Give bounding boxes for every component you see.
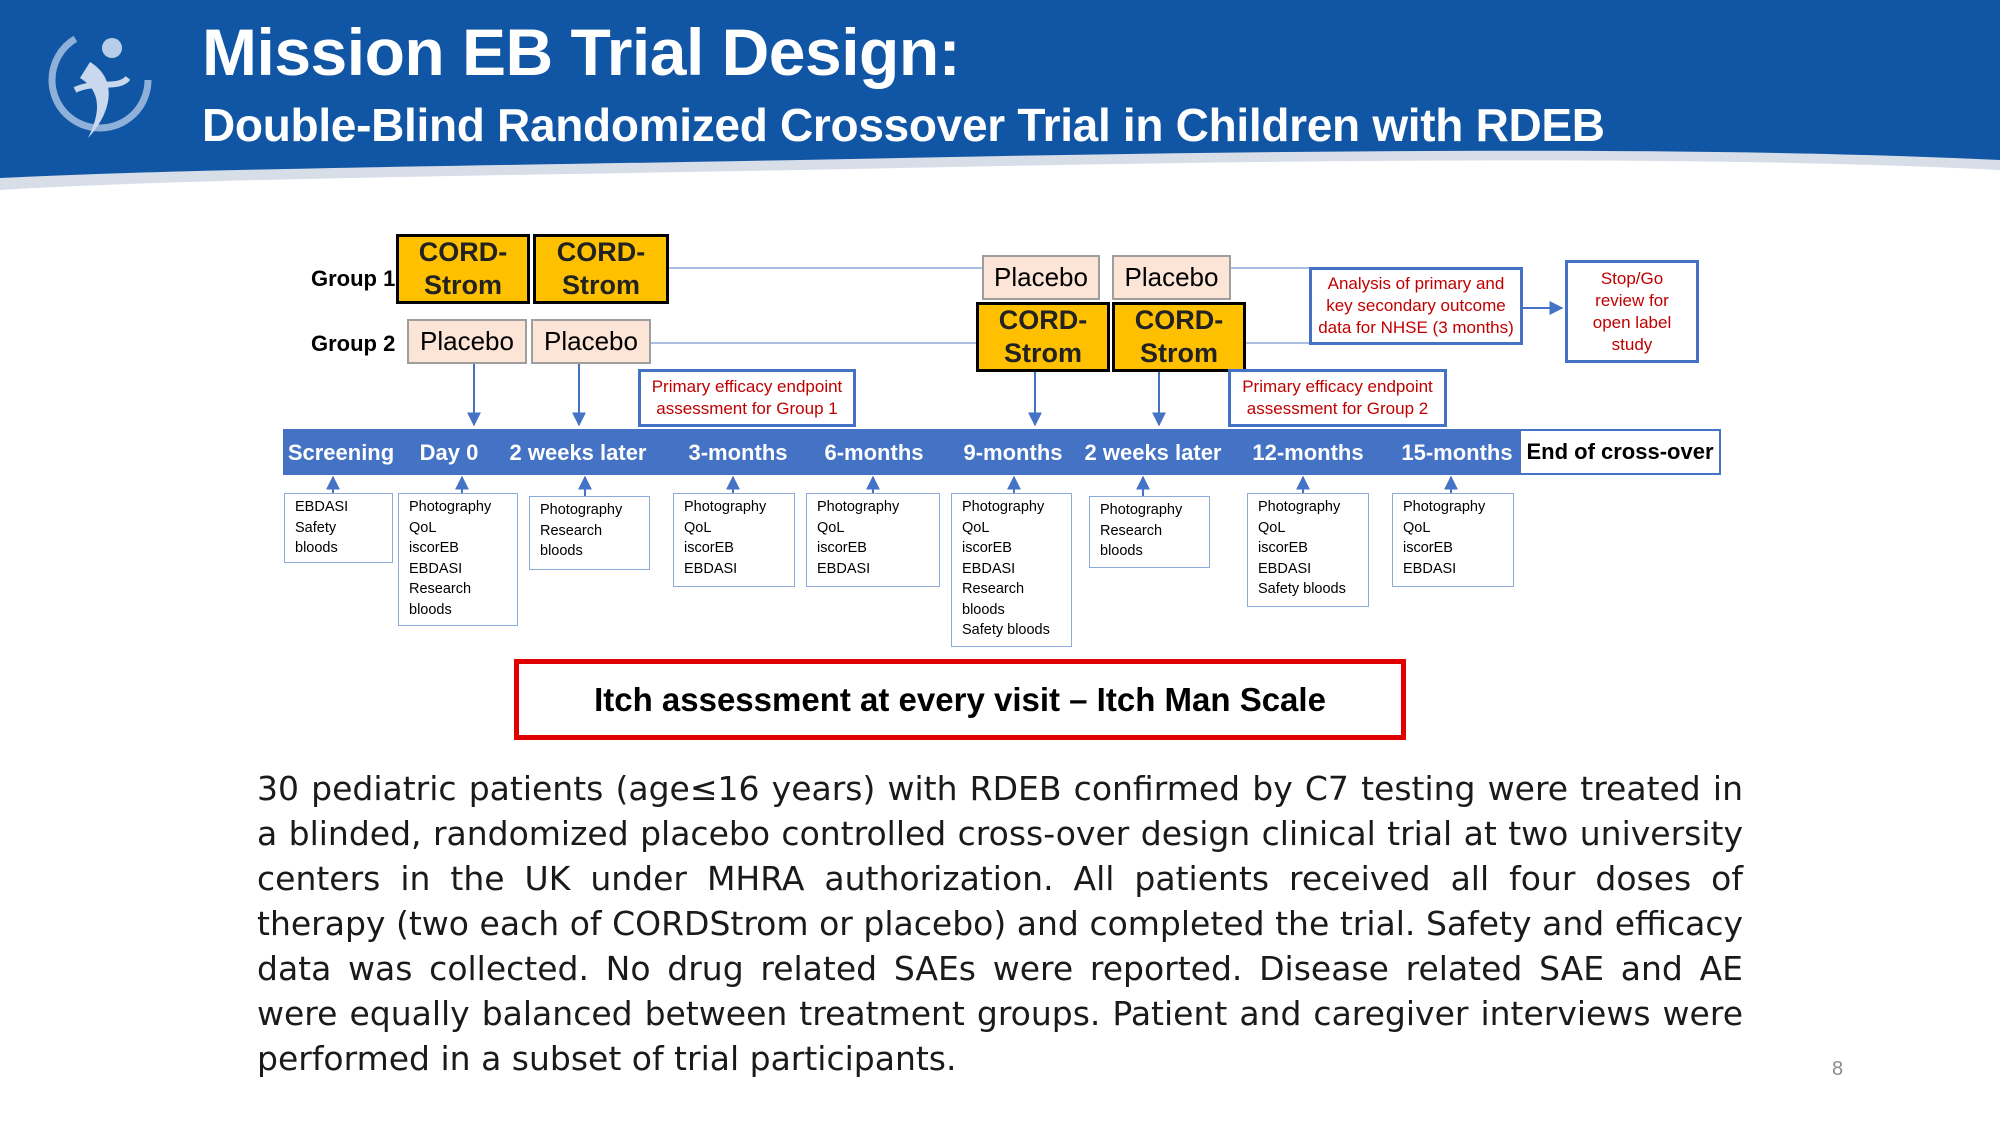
group1-cordstrom-dose-1: CORD- Strom [396,234,530,304]
itch-assessment-banner: Itch assessment at every visit – Itch Man Scale [514,659,1406,740]
group2-cordstrom-dose-4: CORD- Strom [1112,302,1246,372]
timeline-15-months: 15-months [1401,440,1513,465]
visit-box-9-months: Photography QoL iscorEB EBDASI Research bloods Safety bloods [951,493,1072,647]
visit-box-3-months: Photography QoL iscorEB EBDASI [673,493,795,587]
visit-box-2-weeks: Photography Research bloods [529,496,650,570]
primary-endpoint-group2-callout: Primary efficacy endpoint assessment for Group 2 [1228,369,1447,427]
visit-box-6-months: Photography QoL iscorEB EBDASI [806,493,940,587]
timeline-2-weeks-later-b: 2 weeks later [1084,440,1222,465]
timeline-screening: Screening [287,440,395,465]
group2-placebo-dose-1: Placebo [407,319,527,364]
analysis-callout: Analysis of primary and key secondary outcome data for NHSE (3 months) [1309,267,1523,345]
group1-cordstrom-dose-2: CORD- Strom [533,234,669,304]
timeline-2-weeks: 2 weeks later [509,440,647,465]
visit-box-screening: EBDASI Safety bloods [284,493,393,563]
group1-placebo-dose-3: Placebo [982,255,1100,300]
timeline-6-months: 6-months [824,440,924,465]
slide-title: Mission EB Trial Design: [202,15,961,89]
group1-placebo-dose-4: Placebo [1112,255,1231,300]
timeline-end-of-crossover: End of cross-over [1521,431,1719,473]
timeline-day-0: Day 0 [419,440,479,465]
group2-placebo-dose-2: Placebo [531,319,651,364]
page-number: 8 [1832,1058,1844,1080]
group-1-label: Group 1 [311,266,396,291]
visit-box-15-months: Photography QoL iscorEB EBDASI [1392,493,1514,587]
group2-cordstrom-dose-3: CORD- Strom [976,302,1110,372]
slide-subtitle: Double-Blind Randomized Crossover Trial in Children with RDEB [202,99,1605,151]
visit-box-2-weeks-later-b: Photography Research bloods [1089,496,1210,568]
visit-box-day-0: Photography QoL iscorEB EBDASI Research bloods [398,493,518,626]
timeline-12-months: 12-months [1252,440,1364,465]
primary-endpoint-group1-callout: Primary efficacy endpoint assessment for Group 1 [638,369,856,427]
timeline-3-months: 3-months [688,440,788,465]
group-2-label: Group 2 [311,331,396,356]
company-logo-icon [40,20,160,150]
timeline-9-months: 9-months [963,440,1063,465]
stop-go-review-callout: Stop/Go review for open label study [1565,260,1699,363]
trial-summary-paragraph: 30 pediatric patients (age≤16 years) with RDEB confirmed by C7 testing were treated in a blinded, randomized placebo controlled cross-over design clinical trial at two university centers in the UK under MHRA authorization. All patients received all four doses of therapy (two each of CORDStrom or placebo) and completed the trial. Safety and efficacy data was collected. No drug related SAEs were reported. Disease related SAE and AE were equally balanced between treatment groups. Patient and caregiver interviews were performed in a subset of trial participants. [257,769,1743,1078]
visit-box-12-months: Photography QoL iscorEB EBDASI Safety bloods [1247,493,1369,607]
